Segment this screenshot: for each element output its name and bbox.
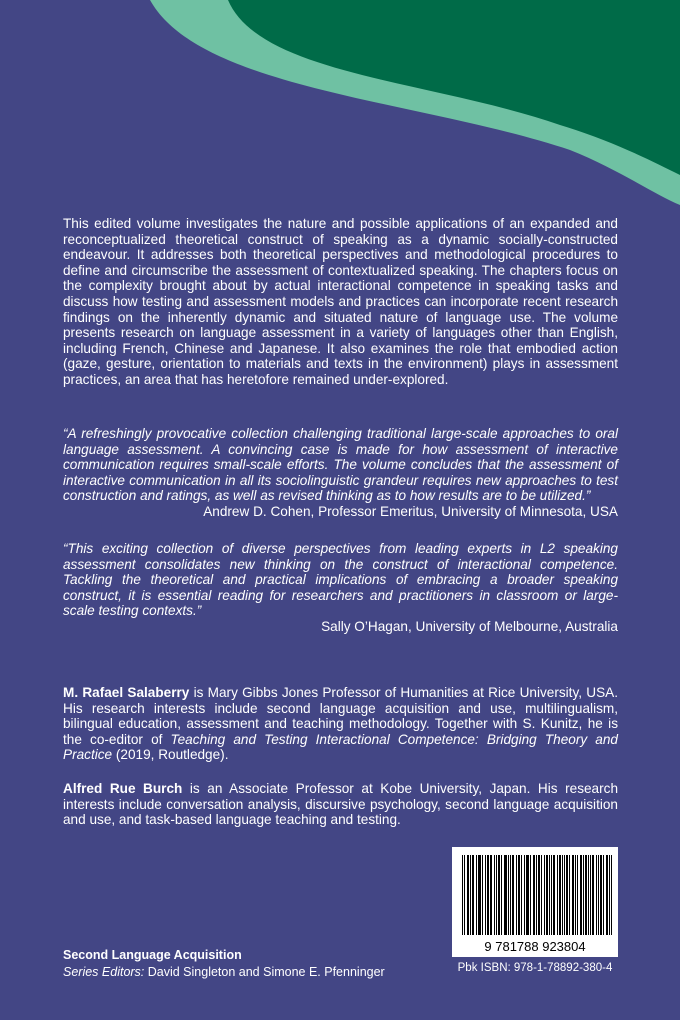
quote-text: “A refreshingly provocative collection challenging traditional large-scale approaches to oral language assessment. A convincing case is made for how assessment of interactive communication requires small-scale efforts. The volume concludes that the assessment of interactive communication in all its sociolinguistic grandeur requires new approaches to test construction and ratings, as well as revised thinking as to how results are to be utilized.”: [63, 426, 618, 504]
endorsement-quote: [63, 426, 618, 520]
barcode-bar: [572, 855, 573, 935]
barcode-bar: [519, 855, 520, 935]
isbn-text: Pbk ISBN: 978-1-78892-380-4: [457, 962, 613, 974]
barcode-bar: [527, 855, 528, 935]
series-editors-label: Series Editors:: [63, 964, 145, 979]
barcode-bar: [560, 855, 561, 935]
series-editors: David Singleton and Simone E. Pfenninger: [144, 964, 385, 979]
barcode-bar: [504, 855, 505, 935]
bio-text: is an Associate Professor at Kobe University, Japan. His research interests include conversation analysis, discursive psychology, second language acquisition and use, and task-based language teaching and testing.: [63, 781, 618, 828]
barcode-bar: [472, 855, 473, 935]
barcode-bar: [596, 855, 597, 935]
barcode-bar: [518, 855, 519, 935]
barcode: [452, 847, 618, 957]
barcode-bar: [513, 855, 514, 935]
author-name: M. Rafael Salaberry: [63, 685, 190, 700]
quote-attribution: Andrew D. Cohen, Professor Emeritus, University of Minnesota, USA: [203, 503, 618, 519]
barcode-bar: [580, 855, 581, 935]
barcode-bar: [476, 855, 477, 935]
barcode-bar: [541, 855, 542, 935]
barcode-bar: [490, 855, 491, 935]
barcode-bar: [491, 855, 492, 935]
barcode-bar: [508, 855, 509, 935]
barcode-bar: [506, 855, 507, 935]
barcode-bar: [569, 855, 570, 935]
book-title: Teaching and Testing Interactional Competence: Bridging Theory and Practice: [63, 731, 618, 763]
back-cover-blurb: This edited volume investigates the nature and possible applications of an expanded and reconceptualized theoretical construct of speaking as a dynamic socially-constructed endeavour. It addresses both theoretical perspectives and methodological procedures to define and circumscribe the assessment of contextualized speaking. The chapters focus on the complexity brought about by actual interactional competence in speaking tasks and discuss how testing and assessment models and practices can incorporate recent research findings on the inherently dynamic and situated nature of language use. The volume presents research on language assessment in a variety of languages other than English, including French, Chinese and Japanese. It also examines the role that embodied action (gaze, gesture, orientation to materials and texts in the environment) plays in assessment practices, an area that has heretofore remained under-explored.: [63, 216, 618, 387]
barcode-bar: [534, 855, 535, 935]
barcode-bar: [585, 855, 586, 935]
barcode-bar: [485, 855, 486, 935]
barcode-bar: [468, 855, 469, 935]
quote-text: “This exciting collection of diverse perspectives from leading experts in L2 speaking assessment consolidates new thinking on the construct of interactional competence. Tackling the theoretical and practical implications of embracing a broader speaking construct, it is essential reading for researchers and practitioners in classroom or large-scale testing contexts.”: [63, 541, 618, 619]
barcode-bar: [524, 855, 525, 935]
barcode-bar: [562, 855, 563, 935]
barcode-bar: [480, 855, 481, 935]
barcode-bar: [496, 855, 497, 935]
barcode-bar: [479, 855, 480, 935]
barcode-bar: [600, 855, 601, 935]
barcode-bar: [607, 855, 608, 935]
barcode-bar: [551, 855, 552, 935]
barcode-bar: [487, 855, 488, 935]
barcode-number: 9 781788 923804: [484, 939, 586, 954]
barcode-bar: [564, 855, 565, 935]
cover-decoration: [0, 0, 680, 220]
barcode-bar: [478, 855, 479, 935]
barcode-bar: [536, 855, 537, 935]
barcode-bar: [512, 855, 513, 935]
barcode-bar: [583, 855, 584, 935]
barcode-bar: [593, 855, 594, 935]
barcode-bar: [488, 855, 489, 935]
barcode-bar: [575, 855, 576, 935]
barcode-bar: [533, 855, 534, 935]
barcode-bar: [521, 855, 522, 935]
barcode-bar: [609, 855, 610, 935]
barcode-bar: [566, 855, 567, 935]
author-name: Alfred Rue Burch: [63, 781, 183, 796]
barcode-bar: [516, 855, 517, 935]
barcode-bar: [603, 855, 604, 935]
barcode-bar: [528, 855, 529, 935]
barcode-bar: [601, 855, 602, 935]
barcode-bar: [494, 855, 495, 935]
barcode-bar: [498, 855, 499, 935]
barcode-bar: [592, 855, 593, 935]
barcode-bar: [462, 855, 463, 935]
barcode-bar: [554, 855, 555, 935]
barcode-bar: [606, 855, 607, 935]
barcode-bar: [470, 855, 471, 935]
barcode-bar: [549, 855, 550, 935]
barcode-bar: [586, 855, 587, 935]
barcode-bar: [482, 855, 483, 935]
barcode-bar: [573, 855, 574, 935]
barcode-bar: [510, 855, 511, 935]
barcode-bar: [577, 855, 578, 935]
barcode-bar: [544, 855, 545, 935]
bio-text: is Mary Gibbs Jones Professor of Humanities at Rice University, USA. His research interests include second language acquisition and use, multilingualism, bilingual education, assessment and teaching methodology. Together with S. Kunitz, he is the co-editor of: [63, 685, 618, 747]
barcode-bar: [557, 855, 558, 935]
barcode-bar: [464, 855, 465, 935]
barcode-bar: [611, 855, 612, 935]
barcode-bar: [559, 855, 560, 935]
barcode-bar: [581, 855, 582, 935]
barcode-bar: [473, 855, 474, 935]
barcode-graphic: [452, 847, 618, 957]
author-bio: [63, 781, 618, 828]
barcode-bar: [539, 855, 540, 935]
barcode-bar: [567, 855, 568, 935]
series-title: Second Language Acquisition: [63, 948, 242, 962]
barcode-bar: [546, 855, 547, 935]
barcode-bar: [538, 855, 539, 935]
barcode-bar: [526, 855, 527, 935]
barcode-bar: [467, 855, 468, 935]
barcode-bar: [505, 855, 506, 935]
barcode-bar: [501, 855, 502, 935]
bio-text-end: (2019, Routledge).: [112, 747, 229, 763]
barcode-bar: [547, 855, 548, 935]
quote-attribution: Sally O’Hagan, University of Melbourne, Australia: [321, 618, 618, 634]
series-info: [63, 947, 385, 980]
barcode-bar: [588, 855, 589, 935]
author-bio: [63, 685, 618, 763]
barcode-bar: [598, 855, 599, 935]
barcode-bar: [530, 855, 531, 935]
barcode-bar: [553, 855, 554, 935]
barcode-bar: [590, 855, 591, 935]
barcode-bar: [499, 855, 500, 935]
endorsement-quote: [63, 541, 618, 635]
